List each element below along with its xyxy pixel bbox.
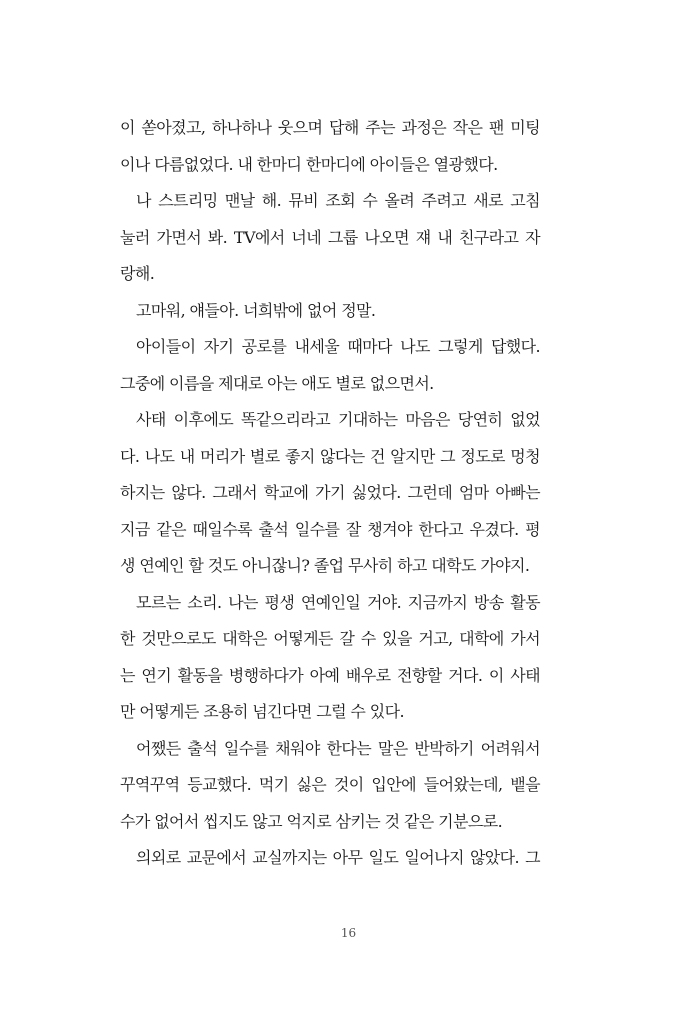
text-line: 아이들이 자기 공로를 내세울 때마다 나도 그렇게 답했다. (136, 337, 540, 356)
text-line: 수가 없어서 씹지도 않고 억지로 삼키는 것 같은 기분으로. (120, 811, 503, 831)
text-line: 생 연예인 할 것도 아니잖니? 졸업 무사히 하고 대학도 가야지. (120, 556, 530, 575)
text-line: 모르는 소리. 나는 평생 연예인일 거야. 지금까지 방송 활동 (136, 592, 540, 612)
text-line: 눌러 가면서 봐. TV에서 너네 그룹 나오면 쟤 내 친구라고 자 (120, 227, 540, 247)
text-line: 나 스트리밍 맨날 해. 뮤비 조회 수 올려 주려고 새로 고침 (136, 191, 540, 210)
text-line: 고마워, 얘들아. 너희밖에 없어 정말. (136, 300, 376, 320)
body-text (120, 110, 540, 877)
text-line: 그중에 이름을 제대로 아는 애도 별로 없으면서. (120, 373, 434, 393)
text-line: 사태 이후에도 똑같으리라고 기대하는 마음은 당연히 없었 (136, 410, 540, 429)
text-line: 하지는 않다. 그래서 학교에 가기 싫었다. 그런데 엄마 아빠는 (120, 483, 540, 502)
text-line: 어쨌든 출석 일수를 채워야 한다는 말은 반박하기 어려워서 (136, 738, 540, 758)
text-line: 한 것만으로도 대학은 어떻게든 갈 수 있을 거고, 대학에 가서 (120, 629, 540, 648)
text-line: 이나 다름없었다. 내 한마디 한마디에 아이들은 열광했다. (120, 154, 498, 174)
text-line: 는 연기 활동을 병행하다가 아예 배우로 전향할 거다. 이 사태 (120, 665, 540, 685)
text-line: 만 어떻게든 조용히 넘긴다면 그럴 수 있다. (120, 702, 404, 721)
text-line: 다. 나도 내 머리가 별로 좋지 않다는 건 알지만 그 정도로 멍청 (120, 446, 540, 466)
text-line: 꾸역꾸역 등교했다. 먹기 싫은 것이 입안에 들어왔는데, 뱉을 (120, 775, 540, 794)
text-line: 의외로 교문에서 교실까지는 아무 일도 일어나지 않았다. 그 (136, 848, 540, 867)
text-line: 랑해. (120, 264, 155, 283)
text-line: 지금 같은 때일수록 출석 일수를 잘 챙겨야 한다고 우겼다. 평 (120, 519, 540, 539)
text-line: 이 쏟아졌고, 하나하나 웃으며 답해 주는 과정은 작은 팬 미팅 (120, 118, 540, 137)
page-number: 16 (340, 926, 357, 940)
